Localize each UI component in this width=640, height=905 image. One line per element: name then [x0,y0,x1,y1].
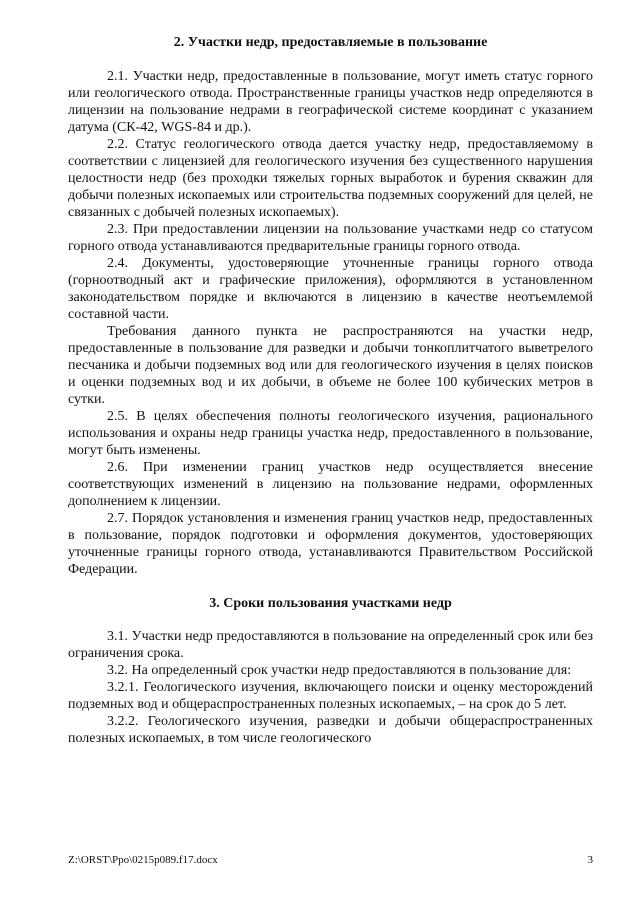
paragraph-3-2-1: 3.2.1. Геологического изучения, включающего поиски и оценку месторождений подземных вод и общераспространенных полезных ископаемых, – на срок до 5 лет. [68,680,593,712]
page-footer [68,854,593,867]
paragraph-2-7: 2.7. Порядок установления и изменения границ участков недр, предоставленных в пользование, порядок подготовки и оформления документов, удостоверяющих уточненные границы горного отвода, устанавливаются Правительством Российской Федерации. [68,511,593,577]
paragraph-2-5: 2.5. В целях обеспечения полноты геологического изучения, рационального использования и охраны недр границы участка недр, предоставленного в пользование, могут быть изменены. [68,409,593,458]
paragraph-3-2-2: 3.2.2. Геологического изучения, разведки и добычи общераспространенных полезных ископаемых, в том числе геологического [68,714,593,746]
page-number: 3 [587,854,593,866]
paragraph-2-4: 2.4. Документы, удостоверяющие уточненные границы горного отвода (горноотводный акт и графические приложения), оформляются в установленном законодательством порядке и включаются в лицензию в качестве неотъемлемой составной части. [68,256,593,322]
footer-file-path: Z:\ORST\Ppo\0215p089.f17.docx [68,854,218,866]
paragraph-2-2: 2.2. Статус геологического отвода дается участку недр, предоставляемому в соответствии с лицензией для геологического изучения без существенного нарушения целостности недр (без проходки тяжелых горных выработок и бурения скважин для добычи полезных ископаемых или строительства подземных сооружений для целей, не связанных с добычей полезных ископаемых). [68,137,593,220]
paragraph-2-4-note: Требования данного пункта не распространяются на участки недр, предоставленные в пользование для разведки и добычи тонкоплитчатого выветрелого песчаника и добычи подземных вод или для геологического изучения в целях поисков и оценки подземных вод и их добычи, в объеме не более 100 кубических метров в сутки. [68,324,593,407]
paragraph-3-1: 3.1. Участки недр предоставляются в пользование на определенный срок или без ограничения срока. [68,629,593,661]
paragraph-3-2: 3.2. На определенный срок участки недр предоставляются в пользование для: [107,663,572,678]
document-page [68,34,593,747]
paragraph-2-6: 2.6. При изменении границ участков недр осуществляется внесение соответствующих изменений в лицензию на пользование недрами, оформленных дополнением к лицензии. [68,460,593,509]
section-2-title: 2. Участки недр, предоставляемые в пользование [173,35,488,50]
section-3-title: 3. Сроки пользования участками недр [209,596,452,611]
paragraph-2-1: 2.1. Участки недр, предоставленные в пользование, могут иметь статус горного или геологического отвода. Пространственные границы участков недр определяются в лицензии на пользование недрами в географической системе координат с указанием датума (СК-42, WGS-84 и др.). [68,69,593,135]
paragraph-2-3: 2.3. При предоставлении лицензии на пользование участками недр со статусом горного отвода устанавливаются предварительные границы горного отвода. [68,222,593,254]
